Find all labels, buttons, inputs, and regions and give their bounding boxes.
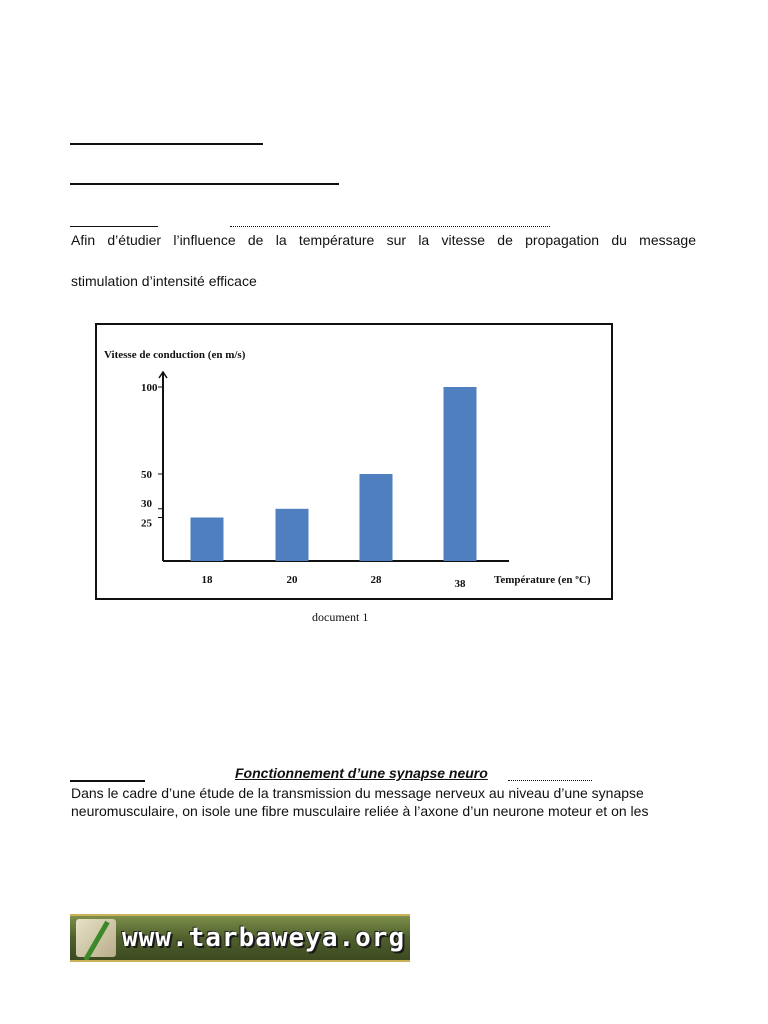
exercise-rule-2 [70,780,145,782]
paragraph-line-2: stimulation d’intensité efficace [71,273,257,289]
document-caption: document 1 [312,610,369,624]
x-tick-label-28: 28 [370,574,382,586]
exercise-dotted-line-2 [508,780,592,781]
x-tick-label-38: 38 [454,578,466,590]
bar-28 [360,474,393,561]
x-axis-label: Température (en ºC) [494,574,591,586]
bar-20 [276,509,309,561]
pen-icon [83,921,109,962]
y-tick-label-25: 25 [141,517,152,530]
header-rule-1 [70,143,263,145]
chart-frame [95,323,613,600]
bar-18 [191,518,224,562]
header-rule-2 [70,183,339,185]
exercise-rule-1 [70,226,158,227]
section-title: Fonctionnement d’une synapse neuro [235,765,488,781]
exercise-dotted-line-1 [230,226,550,227]
x-tick-label-18: 18 [201,574,213,586]
paragraph-line-1: Afin d’étudier l’influence de la température sur la vitesse de propagation du message [71,232,696,248]
site-banner[interactable] [70,914,410,962]
x-tick-label-20: 20 [286,574,298,586]
y-tick-label-30: 30 [141,497,152,510]
pen-paper-logo-icon [76,919,116,957]
bar-chart [97,325,611,598]
y-axis-label: Vitesse de conduction (en m/s) [104,349,246,361]
site-url[interactable]: www.tarbaweya.org [122,923,406,953]
section-line-2: neuromusculaire, on isole une fibre musculaire reliée à l’axone d’un neurone moteur et on les [71,803,649,819]
bar-38 [444,387,477,561]
section-line-1: Dans le cadre d’une étude de la transmission du message nerveux au niveau d’une synapse [71,785,644,801]
y-tick-label-50: 50 [141,469,152,481]
y-tick-label-100: 100 [141,382,158,394]
